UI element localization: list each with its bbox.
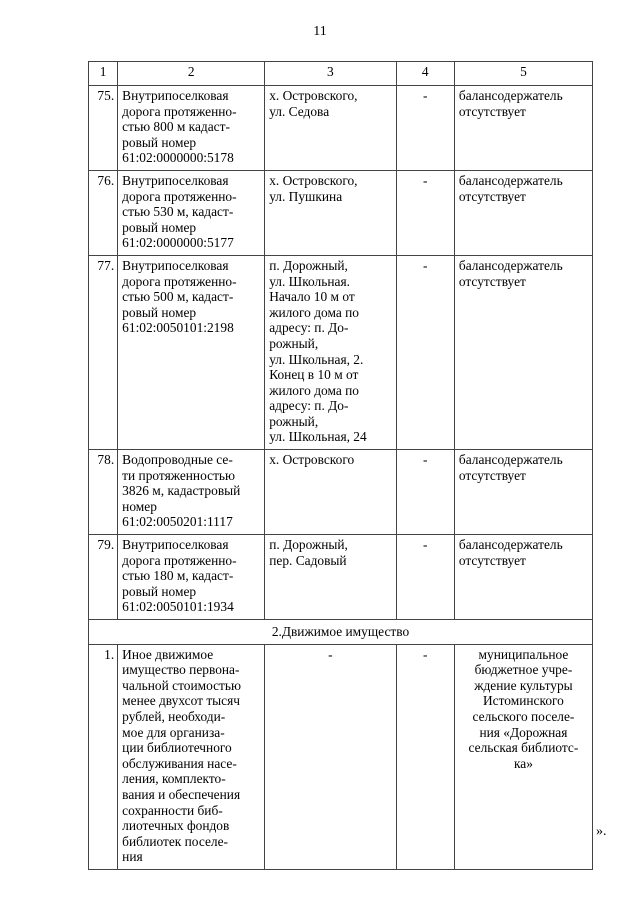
row-number: 77.	[89, 255, 118, 449]
cell-line: ровый номер	[122, 219, 197, 235]
cell-line: бюджетное учре-	[474, 662, 573, 678]
cell-line: дорога протяженно-	[122, 552, 237, 568]
cell-line: дорога протяженно-	[122, 273, 237, 289]
property-address	[265, 170, 396, 255]
cell-line: ул. Пушкина	[269, 188, 343, 204]
cell-line: балансодержатель	[458, 88, 563, 103]
cell-line: сельского поселе-	[472, 708, 575, 724]
cell-line: имущество первона-	[122, 662, 240, 678]
column-4-value: -	[396, 255, 454, 449]
cell-line: ждение культуры	[474, 677, 573, 693]
table-row	[89, 86, 593, 171]
cell-line: ул. Школьная, 2.	[269, 351, 364, 367]
cell-line: лиотечных фондов	[122, 818, 230, 834]
cell-line: ровый номер	[122, 134, 197, 150]
cell-line: рублей, необходи-	[122, 708, 226, 724]
row-number: 75.	[89, 86, 118, 171]
cell-line: балансодержатель	[458, 257, 563, 273]
column-4-value: -	[396, 170, 454, 255]
cell-line: пер. Садовый	[269, 552, 347, 568]
cell-line: муниципальное	[478, 646, 569, 662]
cell-line: ровый номер	[122, 583, 197, 599]
cell-line: дорога протяженно-	[122, 103, 237, 119]
balance-holder	[454, 170, 592, 255]
table-row	[89, 450, 593, 535]
cell-line: отсутствует	[458, 103, 526, 119]
table-row	[89, 170, 593, 255]
cell-line: Водопроводные се-	[122, 452, 233, 468]
cell-line: мое для организа-	[122, 724, 225, 740]
cell-line: Внутрипоселковая	[122, 172, 229, 188]
cell-line: чальной стоимостью	[122, 677, 242, 693]
balance-holder	[454, 644, 592, 869]
cell-line: отсутствует	[458, 552, 526, 568]
cell-line: Внутрипоселковая	[122, 537, 229, 553]
cell-line: балансодержатель	[458, 452, 563, 468]
cell-line: балансодержатель	[458, 172, 563, 188]
section-title: 2.Движимое имущество	[89, 620, 593, 645]
cell-line: менее двухсот тысяч	[122, 693, 241, 709]
column-4-value: -	[396, 450, 454, 535]
cell-line: х. Островского,	[269, 172, 358, 188]
table-row	[89, 535, 593, 620]
balance-holder	[454, 535, 592, 620]
column-4-value: -	[396, 644, 454, 869]
cell-line: 61:02:0050201:1117	[122, 514, 233, 530]
cell-line: Начало 10 м от	[269, 289, 355, 305]
property-name	[118, 644, 265, 869]
cell-line: сохранности биб-	[122, 802, 223, 818]
cell-line: дорога протяженно-	[122, 188, 237, 204]
cell-line: обслуживания насе-	[122, 755, 237, 771]
row-number: 79.	[89, 535, 118, 620]
cell-line: 61:02:0050101:2198	[122, 320, 234, 336]
cell-line: ул. Седова	[269, 103, 330, 119]
cell-line: рожный,	[269, 413, 319, 429]
balance-holder	[454, 255, 592, 449]
cell-line: ровый номер	[122, 304, 197, 320]
balance-holder	[454, 450, 592, 535]
cell-line: х. Островского,	[269, 88, 358, 103]
cell-line: 3826 м, кадастровый	[122, 483, 241, 499]
property-name	[118, 450, 265, 535]
cell-line: Конец в 10 м от	[269, 367, 359, 383]
table-header-row	[89, 62, 593, 86]
balance-holder	[454, 86, 592, 171]
page-number: 11	[313, 24, 327, 39]
column-header: 3	[265, 62, 396, 86]
row-number: 78.	[89, 450, 118, 535]
cell-line: адресу: п. До-	[269, 398, 349, 414]
column-header: 5	[454, 62, 592, 86]
cell-line: ния «Дорожная	[479, 724, 568, 740]
table-row	[89, 644, 593, 869]
cell-line: библиотек поселе-	[122, 833, 228, 849]
row-number: 1.	[89, 644, 118, 869]
row-number: 76.	[89, 170, 118, 255]
property-name	[118, 86, 265, 171]
cell-line: ции библиотечного	[122, 740, 232, 756]
cell-line: 61:02:0050101:1934	[122, 599, 234, 615]
cell-line: х. Островского	[269, 452, 355, 468]
cell-line: 61:02:0000000:5178	[122, 150, 234, 166]
cell-line: ул. Школьная, 24	[269, 429, 367, 445]
cell-line: ка»	[513, 755, 533, 771]
column-header: 4	[396, 62, 454, 86]
cell-line: стью 800 м кадаст-	[122, 119, 230, 135]
cell-line: вания и обеспечения	[122, 786, 241, 802]
cell-line: отсутствует	[458, 188, 526, 204]
cell-line: жилого дома по	[269, 304, 359, 320]
cell-line: отсутствует	[458, 273, 526, 289]
cell-line: балансодержатель	[458, 537, 563, 553]
property-address	[265, 535, 396, 620]
column-header: 2	[118, 62, 265, 86]
property-address	[265, 450, 396, 535]
property-name	[118, 170, 265, 255]
cell-line: стью 500 м, кадаст-	[122, 289, 234, 305]
cell-line: ул. Школьная.	[269, 273, 350, 289]
cell-line: адресу: п. До-	[269, 320, 349, 336]
property-name	[118, 255, 265, 449]
cell-line: ления, комплекто-	[122, 771, 226, 787]
cell-line: Внутрипоселковая	[122, 88, 229, 103]
cell-line: Иное движимое	[122, 646, 214, 662]
cell-line: п. Дорожный,	[269, 537, 348, 553]
cell-line: отсутствует	[458, 467, 526, 483]
column-4-value: -	[396, 86, 454, 171]
cell-line: жилого дома по	[269, 382, 359, 398]
cell-line: 61:02:0000000:5177	[122, 235, 234, 251]
property-table	[88, 61, 593, 870]
cell-line: рожный,	[269, 335, 319, 351]
section-row	[89, 620, 593, 645]
cell-line: п. Дорожный,	[269, 257, 348, 273]
cell-line: стью 180 м, кадаст-	[122, 568, 234, 584]
column-4-value: -	[396, 535, 454, 620]
property-address	[265, 255, 396, 449]
cell-line: стью 530 м, кадаст-	[122, 204, 234, 220]
property-address: -	[265, 644, 396, 869]
cell-line: Внутрипоселковая	[122, 257, 229, 273]
property-name	[118, 535, 265, 620]
cell-line: ти протяженностью	[122, 467, 236, 483]
cell-line: Истоминского	[483, 693, 564, 709]
column-header: 1	[89, 62, 118, 86]
property-address	[265, 86, 396, 171]
cell-line: номер	[122, 498, 157, 514]
closing-quote-mark: ».	[596, 824, 607, 839]
table-row	[89, 255, 593, 449]
cell-line: ния	[122, 849, 143, 865]
cell-line: сельская библиотс-	[468, 740, 579, 756]
